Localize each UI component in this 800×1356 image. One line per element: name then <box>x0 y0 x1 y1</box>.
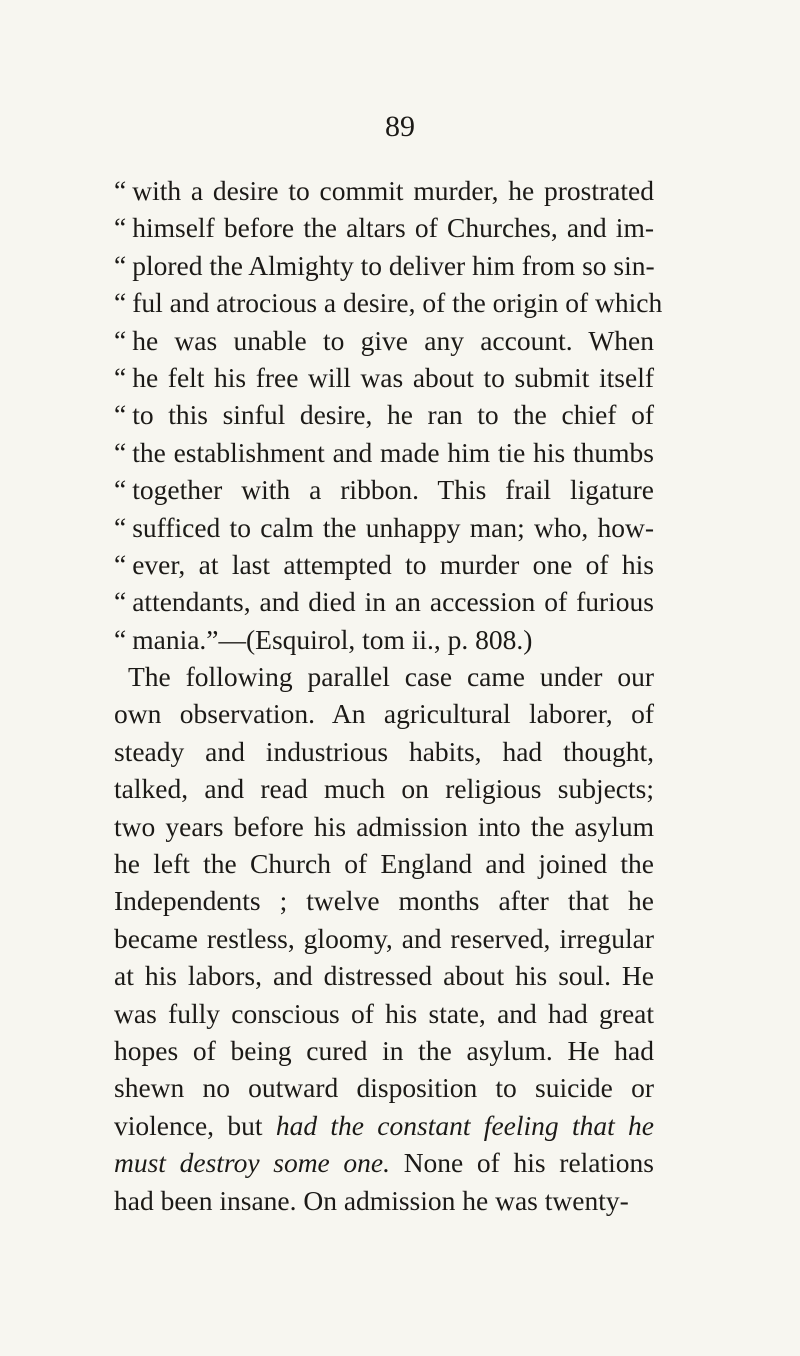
text-segment: two years before his admission into the asylum <box>114 810 654 842</box>
text-line <box>114 1144 654 1181</box>
text-segment: at his labors, and distressed about his soul. He <box>114 960 654 992</box>
text-segment: own observation. An agricultural laborer, of <box>114 698 654 730</box>
text-segment: violence, but <box>114 1109 276 1141</box>
quote-mark: “ <box>114 586 127 618</box>
text-segment: hopes of being cured in the asylum. He had <box>114 1034 654 1066</box>
quote-mark: “ <box>114 548 127 580</box>
quote-mark: “ <box>114 175 127 206</box>
quote-mark: “ <box>114 623 127 655</box>
text-segment: became restless, gloomy, and reserved, irregular <box>114 922 654 954</box>
body-text <box>114 172 663 1219</box>
text-line <box>114 434 654 471</box>
text-segment: sufficed to calm the unhappy man; who, how- <box>132 511 654 543</box>
text-segment: shewn no outward disposition to suicide or <box>114 1072 654 1104</box>
text-segment: together with a ribbon. This frail ligature <box>132 474 654 506</box>
text-line <box>114 509 654 546</box>
text-line <box>114 845 654 882</box>
text-segment: he was unable to give any account. When <box>132 324 654 356</box>
text-line <box>114 770 654 807</box>
text-line <box>114 359 654 396</box>
quote-mark: “ <box>114 249 127 281</box>
text-segment: steady and industrious habits, had thought, <box>114 735 654 767</box>
text-line <box>114 1182 654 1219</box>
text-line <box>114 882 654 919</box>
quote-mark: “ <box>114 287 127 319</box>
text-segment: had been insane. On admission he was twenty- <box>114 1184 629 1216</box>
text-segment: talked, and read much on religious subjects; <box>114 773 654 805</box>
text-line <box>114 172 654 209</box>
text-line <box>114 471 654 508</box>
text-line <box>114 546 654 583</box>
page-number: 89 <box>385 110 415 143</box>
text-line <box>114 396 654 433</box>
text-line <box>114 808 654 845</box>
quote-mark: “ <box>114 212 127 244</box>
text-segment: he felt his free will was about to submit itself <box>132 361 654 393</box>
quote-mark: “ <box>114 511 127 543</box>
text-segment: with a desire to commit murder, he prostrated <box>132 175 654 206</box>
text-segment: plored the Almighty to deliver him from so sin- <box>132 249 655 281</box>
text-line <box>114 621 654 658</box>
italic-phrase: must destroy some one. <box>114 1147 391 1179</box>
text-line <box>114 284 663 321</box>
text-line <box>114 1032 654 1069</box>
text-segment: was fully conscious of his state, and had great <box>114 997 654 1029</box>
text-segment: the establishment and made him tie his thumbs <box>132 436 654 468</box>
text-line <box>114 995 654 1032</box>
text-segment: he left the Church of England and joined the <box>114 848 654 880</box>
quote-mark: “ <box>114 436 127 468</box>
text-line <box>114 920 654 957</box>
text-line <box>114 1069 654 1106</box>
italic-phrase: had the constant feeling that he <box>275 1109 655 1141</box>
text-segment: ful and atrocious a desire, of the origin of which <box>132 287 663 319</box>
quote-mark: “ <box>114 324 127 356</box>
text-segment: None of his relations <box>390 1147 654 1179</box>
text-segment: ever, at last attempted to murder one of his <box>132 548 654 580</box>
quote-mark: “ <box>114 474 127 506</box>
text-segment: to this sinful desire, he ran to the chief of <box>132 399 654 431</box>
text-line <box>114 1107 654 1144</box>
text-segment: himself before the altars of Churches, and im- <box>132 212 654 244</box>
text-segment: Independents ; twelve months after that he <box>114 885 654 917</box>
text-line <box>114 658 654 695</box>
quote-mark: “ <box>114 399 127 431</box>
text-line <box>114 322 654 359</box>
text-line <box>114 733 654 770</box>
text-line <box>114 957 654 994</box>
quote-mark: “ <box>114 361 127 393</box>
text-line <box>114 247 654 284</box>
text-segment: mania.”—(Esquirol, tom ii., p. 808.) <box>132 623 533 655</box>
text-line <box>114 209 654 246</box>
text-segment: attendants, and died in an accession of furious <box>132 586 654 618</box>
text-line <box>114 695 654 732</box>
text-line <box>114 583 654 620</box>
text-segment: The following parallel case came under our <box>128 661 654 693</box>
